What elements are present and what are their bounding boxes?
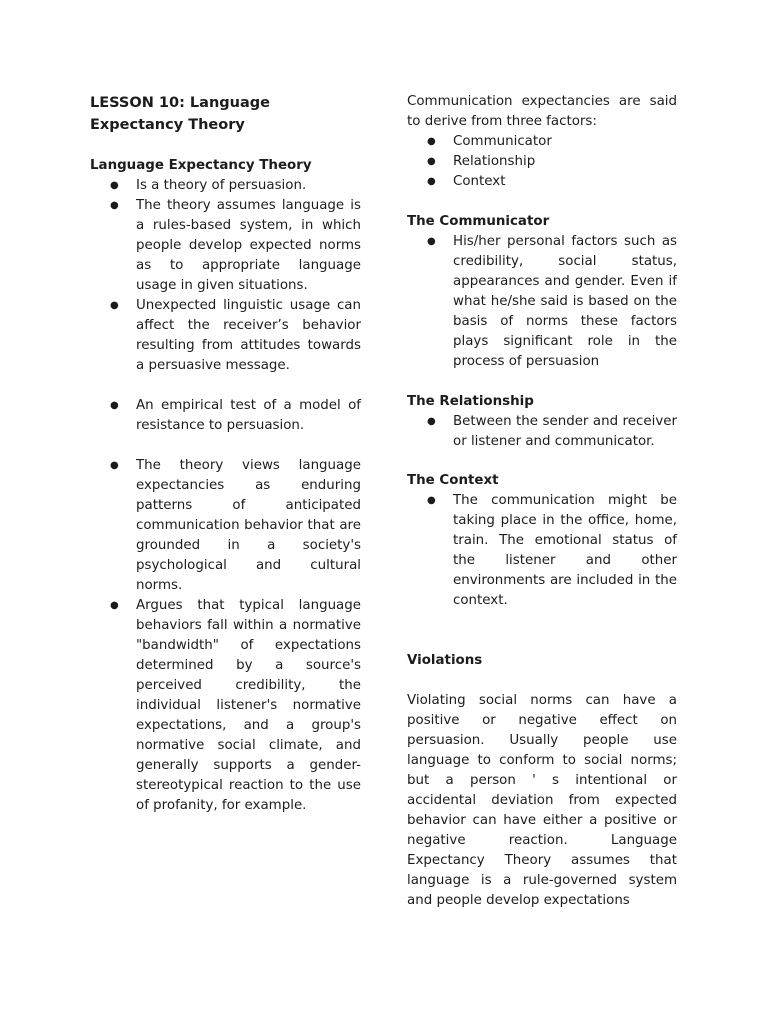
bullet-list-b [90, 396, 361, 436]
list-item: ● Unexpected linguistic usage can affect the receiver’s behavior resulting from attitudes towards a persuasive message. [90, 296, 361, 376]
context-heading: The Context [407, 473, 499, 488]
relationship-list [407, 412, 677, 452]
list-item: ● Argues that typical language behaviors fall within a normative "bandwidth" of expectations determined by a source's perceived credibility, the individual listener's normative expectations, and a group's normative social climate, and generally supports a gender-stereotypical reaction to the use of profanity, for example. [90, 596, 361, 816]
list-item: ● Relationship [407, 152, 677, 172]
communicator-heading: The Communicator [407, 214, 550, 229]
bullet-list-c [90, 456, 361, 816]
factor-list [407, 132, 677, 192]
right-column [407, 92, 677, 911]
list-item: ● Between the sender and receiver or listener and communicator. [407, 412, 677, 452]
list-item: ● The theory assumes language is a rules-based system, in which people develop expected norms as to appropriate language usage in given situations. [90, 196, 361, 296]
communicator-list [407, 232, 677, 372]
left-column [90, 92, 361, 816]
context-list [407, 491, 677, 611]
list-item: ● Communicator [407, 132, 677, 152]
relationship-heading: The Relationship [407, 394, 534, 409]
lesson-title: LESSON 10: Language Expectancy Theory [90, 95, 270, 133]
intro-paragraph: Communication expectancies are said to derive from three factors: [407, 94, 677, 129]
list-item: ● His/her personal factors such as credibility, social status, appearances and gender. Even if what he/she said is based on the basis of norms these factors plays significant role in the process of persuasion [407, 232, 677, 372]
violations-paragraph: Violating social norms can have a positive or negative effect on persuasion. Usually people use language to conform to social norms; but a person ' s intentional or accidental deviation from expected behavior can have either a positive or negative reaction. Language Expectancy Theory assumes that language is a rule-governed system and people develop expectations [407, 693, 677, 908]
list-item: ● The communication might be taking place in the office, home, train. The emotional status of the listener and other environments are included in the context. [407, 491, 677, 611]
section-heading-let: Language Expectancy Theory [90, 158, 312, 173]
list-item: ● An empirical test of a model of resistance to persuasion. [90, 396, 361, 436]
list-item: ● The theory views language expectancies as enduring patterns of anticipated communication behavior that are grounded in a society's psychological and cultural norms. [90, 456, 361, 596]
list-item: ● Context [407, 172, 677, 192]
violations-heading: Violations [407, 653, 483, 668]
list-item: ● Is a theory of persuasion. [90, 176, 361, 196]
bullet-list-a [90, 176, 361, 376]
